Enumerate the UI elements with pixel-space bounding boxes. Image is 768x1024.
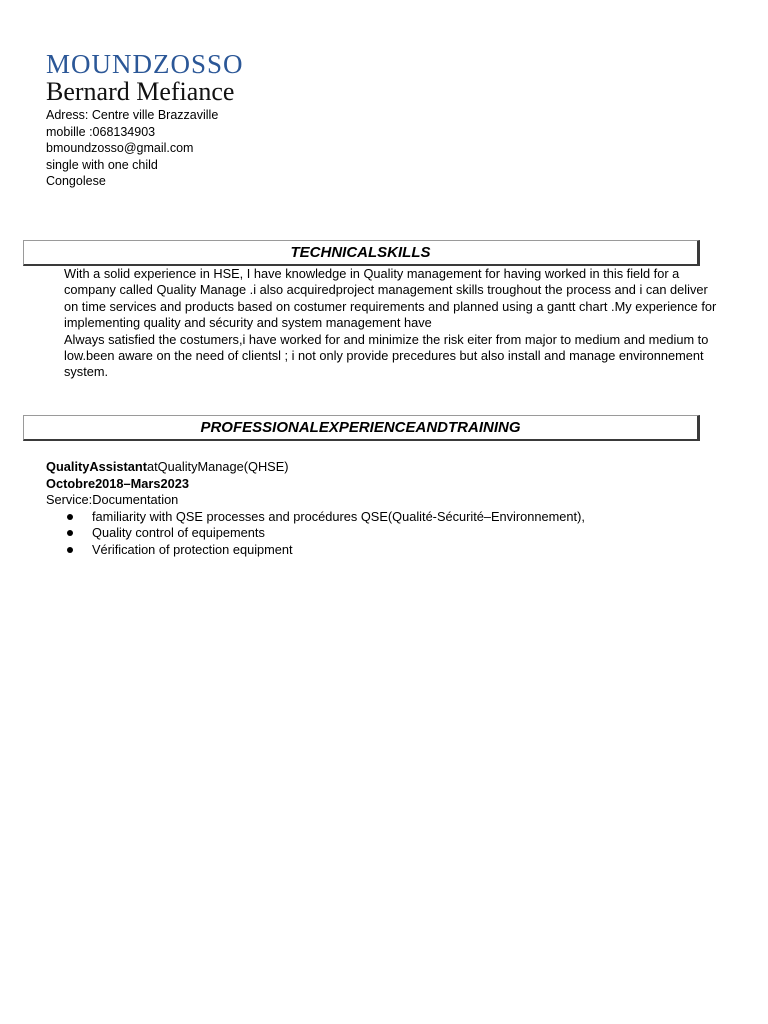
contact-address: Adress: Centre ville Brazzaville (46, 108, 219, 122)
technical-skills-heading: TECHNICALSKILLS (23, 240, 700, 266)
skills-paragraph-2: Always satisfied the costumers,i have worked for and minimize the risk eiter from major to medium and medium to low.been aware on the need of clientsl ; i not only provide precedures but also install and manage environnement system. (64, 331, 709, 380)
task-list (46, 509, 585, 559)
list-item (46, 509, 585, 526)
contact-nationality: Congolese (46, 174, 106, 188)
cv-firstname: Bernard Mefiance (46, 77, 235, 106)
task-text: Quality control of equipements (92, 525, 265, 540)
contact-phone: mobille :068134903 (46, 124, 156, 139)
task-text: familiarity with QSE processes and procédures QSE(Qualité-Sécurité–Environnement), (92, 508, 585, 524)
cv-surname: MOUNDZOSSO (46, 49, 244, 79)
list-item (46, 525, 585, 542)
job-company: atQualityManage(QHSE) (146, 459, 289, 474)
job-service: Service:Documentation (46, 492, 179, 507)
list-item (46, 542, 585, 559)
bullet-icon (67, 514, 73, 520)
contact-block (46, 107, 218, 190)
experience-heading: PROFESSIONALEXPERIENCEANDTRAINING (23, 415, 700, 441)
task-text: Vérification of protection equipment (92, 541, 293, 557)
contact-email: bmoundzosso@gmail.com (46, 141, 194, 155)
bullet-icon (67, 547, 73, 553)
experience-entry (46, 459, 585, 558)
job-line (46, 459, 585, 476)
job-title: QualityAssistant (46, 459, 147, 474)
skills-paragraph-1: With a solid experience in HSE, I have knowledge in Quality management for having worked in this field for a company called Quality Manage .i also acquiredproject management skills troughout the process and i can deliver on time services and products based on costumer requirements and planned using a gantt chart .My experience for implementing quality and sécurity and system management have (64, 266, 717, 331)
contact-status: single with one child (46, 157, 158, 172)
technical-skills-text (64, 266, 724, 381)
bullet-icon (67, 530, 73, 536)
job-period: Octobre2018–Mars2023 (46, 475, 189, 491)
